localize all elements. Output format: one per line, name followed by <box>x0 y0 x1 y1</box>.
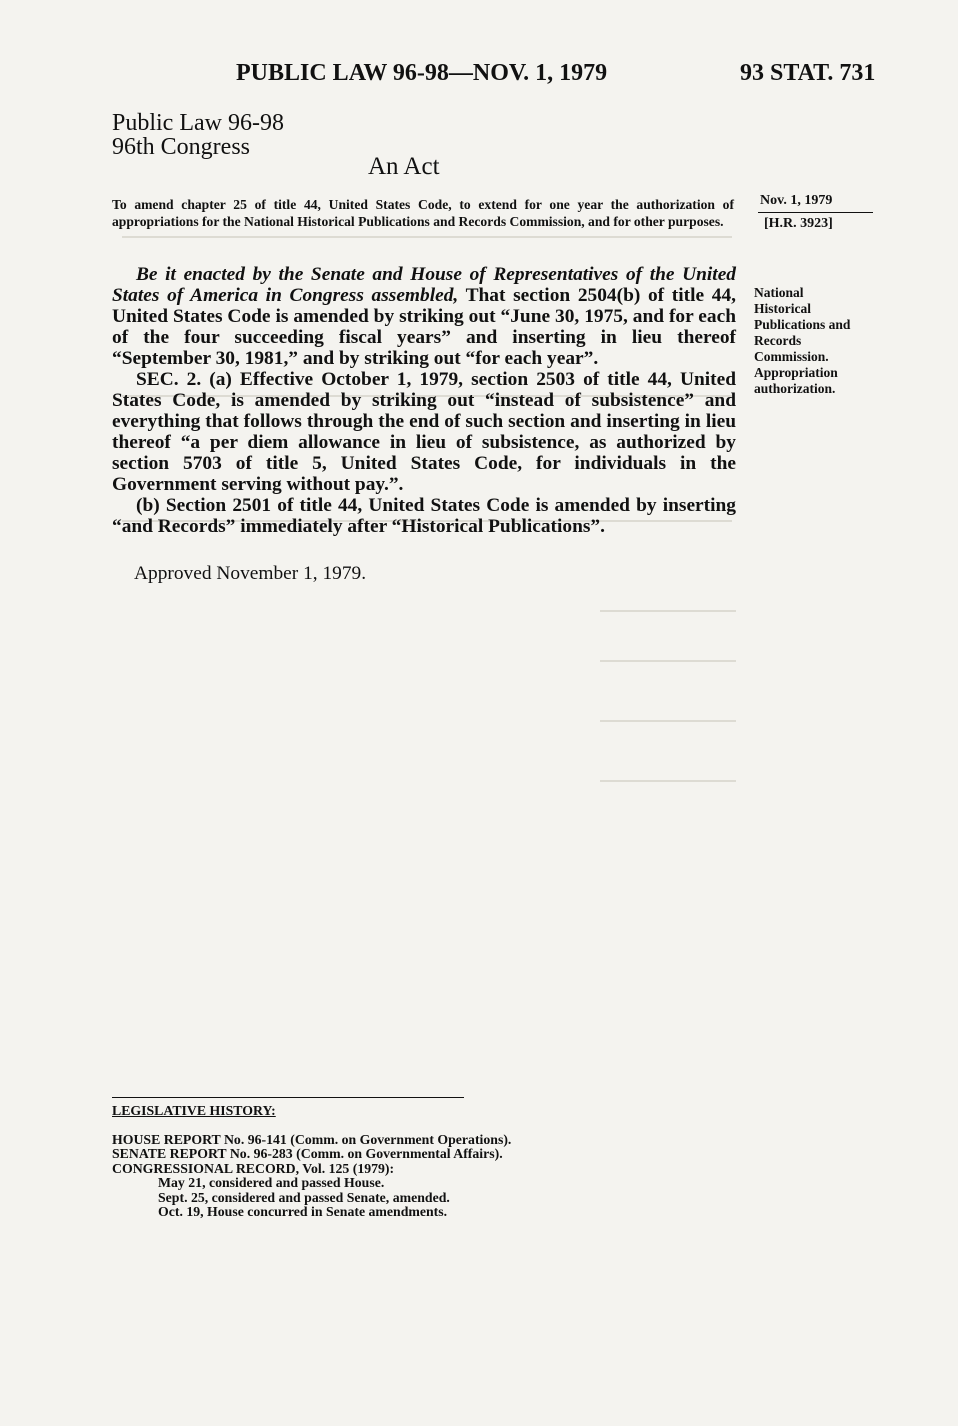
margin-rule <box>758 212 873 213</box>
margin-bill-number: [H.R. 3923] <box>764 216 833 231</box>
section-1 <box>112 264 736 369</box>
bleed-through-line <box>600 660 736 662</box>
margin-date: Nov. 1, 1979 <box>760 193 833 208</box>
congressional-record: CONGRESSIONAL RECORD, Vol. 125 (1979): <box>112 1160 395 1176</box>
congress-number: 96th Congress <box>112 134 250 160</box>
margin-note-line: Appropriation <box>754 365 838 380</box>
section-2a: SEC. 2. (a) Effective October 1, 1979, section 2503 of title 44, United States Code, is amended by striking out “instead of subsistence” and everything that follows through the end of such section and inserting in lieu thereof “a per diem allowance in lieu of subsistence, as authorized by section 5703 of title 5, United States Code, for individuals in the Government serving without pay.”. <box>112 369 736 495</box>
history-action: May 21, considered and passed House. <box>158 1175 385 1190</box>
running-head-stat: 93 STAT. 731 <box>740 60 876 86</box>
section-1-text: That section 2504(b) of title 44, United States Code is amended by striking out “June 30, 1975, and for each of the four succeeding fiscal years” and inserting in lieu thereof “September 30, 1981,” and by striking out “for each year”. <box>112 285 736 369</box>
bleed-through-line <box>600 610 736 612</box>
act-heading: An Act <box>368 153 440 180</box>
footnote-rule <box>112 1097 464 1098</box>
senate-report: SENATE REPORT No. 96-283 (Comm. on Governmental Affairs). <box>112 1146 503 1161</box>
legislative-history-title: LEGISLATIVE HISTORY: <box>112 1103 276 1118</box>
legislative-history <box>112 1104 511 1220</box>
margin-note-line: Historical <box>754 301 811 316</box>
margin-note-line: Records <box>754 333 802 348</box>
bleed-through-line <box>600 780 736 782</box>
margin-note-line: Publications and <box>754 317 851 332</box>
house-report: HOUSE REPORT No. 96-141 (Comm. on Government Operations). <box>112 1131 512 1147</box>
approval-date: Approved November 1, 1979. <box>134 563 367 584</box>
bleed-through-line <box>600 720 736 722</box>
act-body <box>112 264 736 537</box>
public-law-number: Public Law 96-98 <box>112 110 284 136</box>
margin-note-line: authorization. <box>754 381 836 396</box>
history-action: Oct. 19, House concurred in Senate amendments. <box>158 1204 448 1219</box>
section-2b: (b) Section 2501 of title 44, United States Code is amended by inserting “and Records” immediately after “Historical Publications”. <box>112 495 736 537</box>
margin-note-line: Commission. <box>754 349 829 364</box>
margin-note-line: National <box>754 285 804 300</box>
history-action: Sept. 25, considered and passed Senate, amended. <box>158 1189 450 1205</box>
running-head-title: PUBLIC LAW 96-98—NOV. 1, 1979 <box>236 60 608 86</box>
act-purpose: To amend chapter 25 of title 44, United States Code, to extend for one year the authorization of appropriations for the National Historical Publications and Records Commission, and for other purposes. <box>112 197 734 229</box>
enacting-clause: Be it enacted by the Senate and House of Representatives of the United States of America in Congress assembled, <box>112 264 736 306</box>
margin-note <box>754 285 884 397</box>
bleed-through-line <box>122 236 732 238</box>
